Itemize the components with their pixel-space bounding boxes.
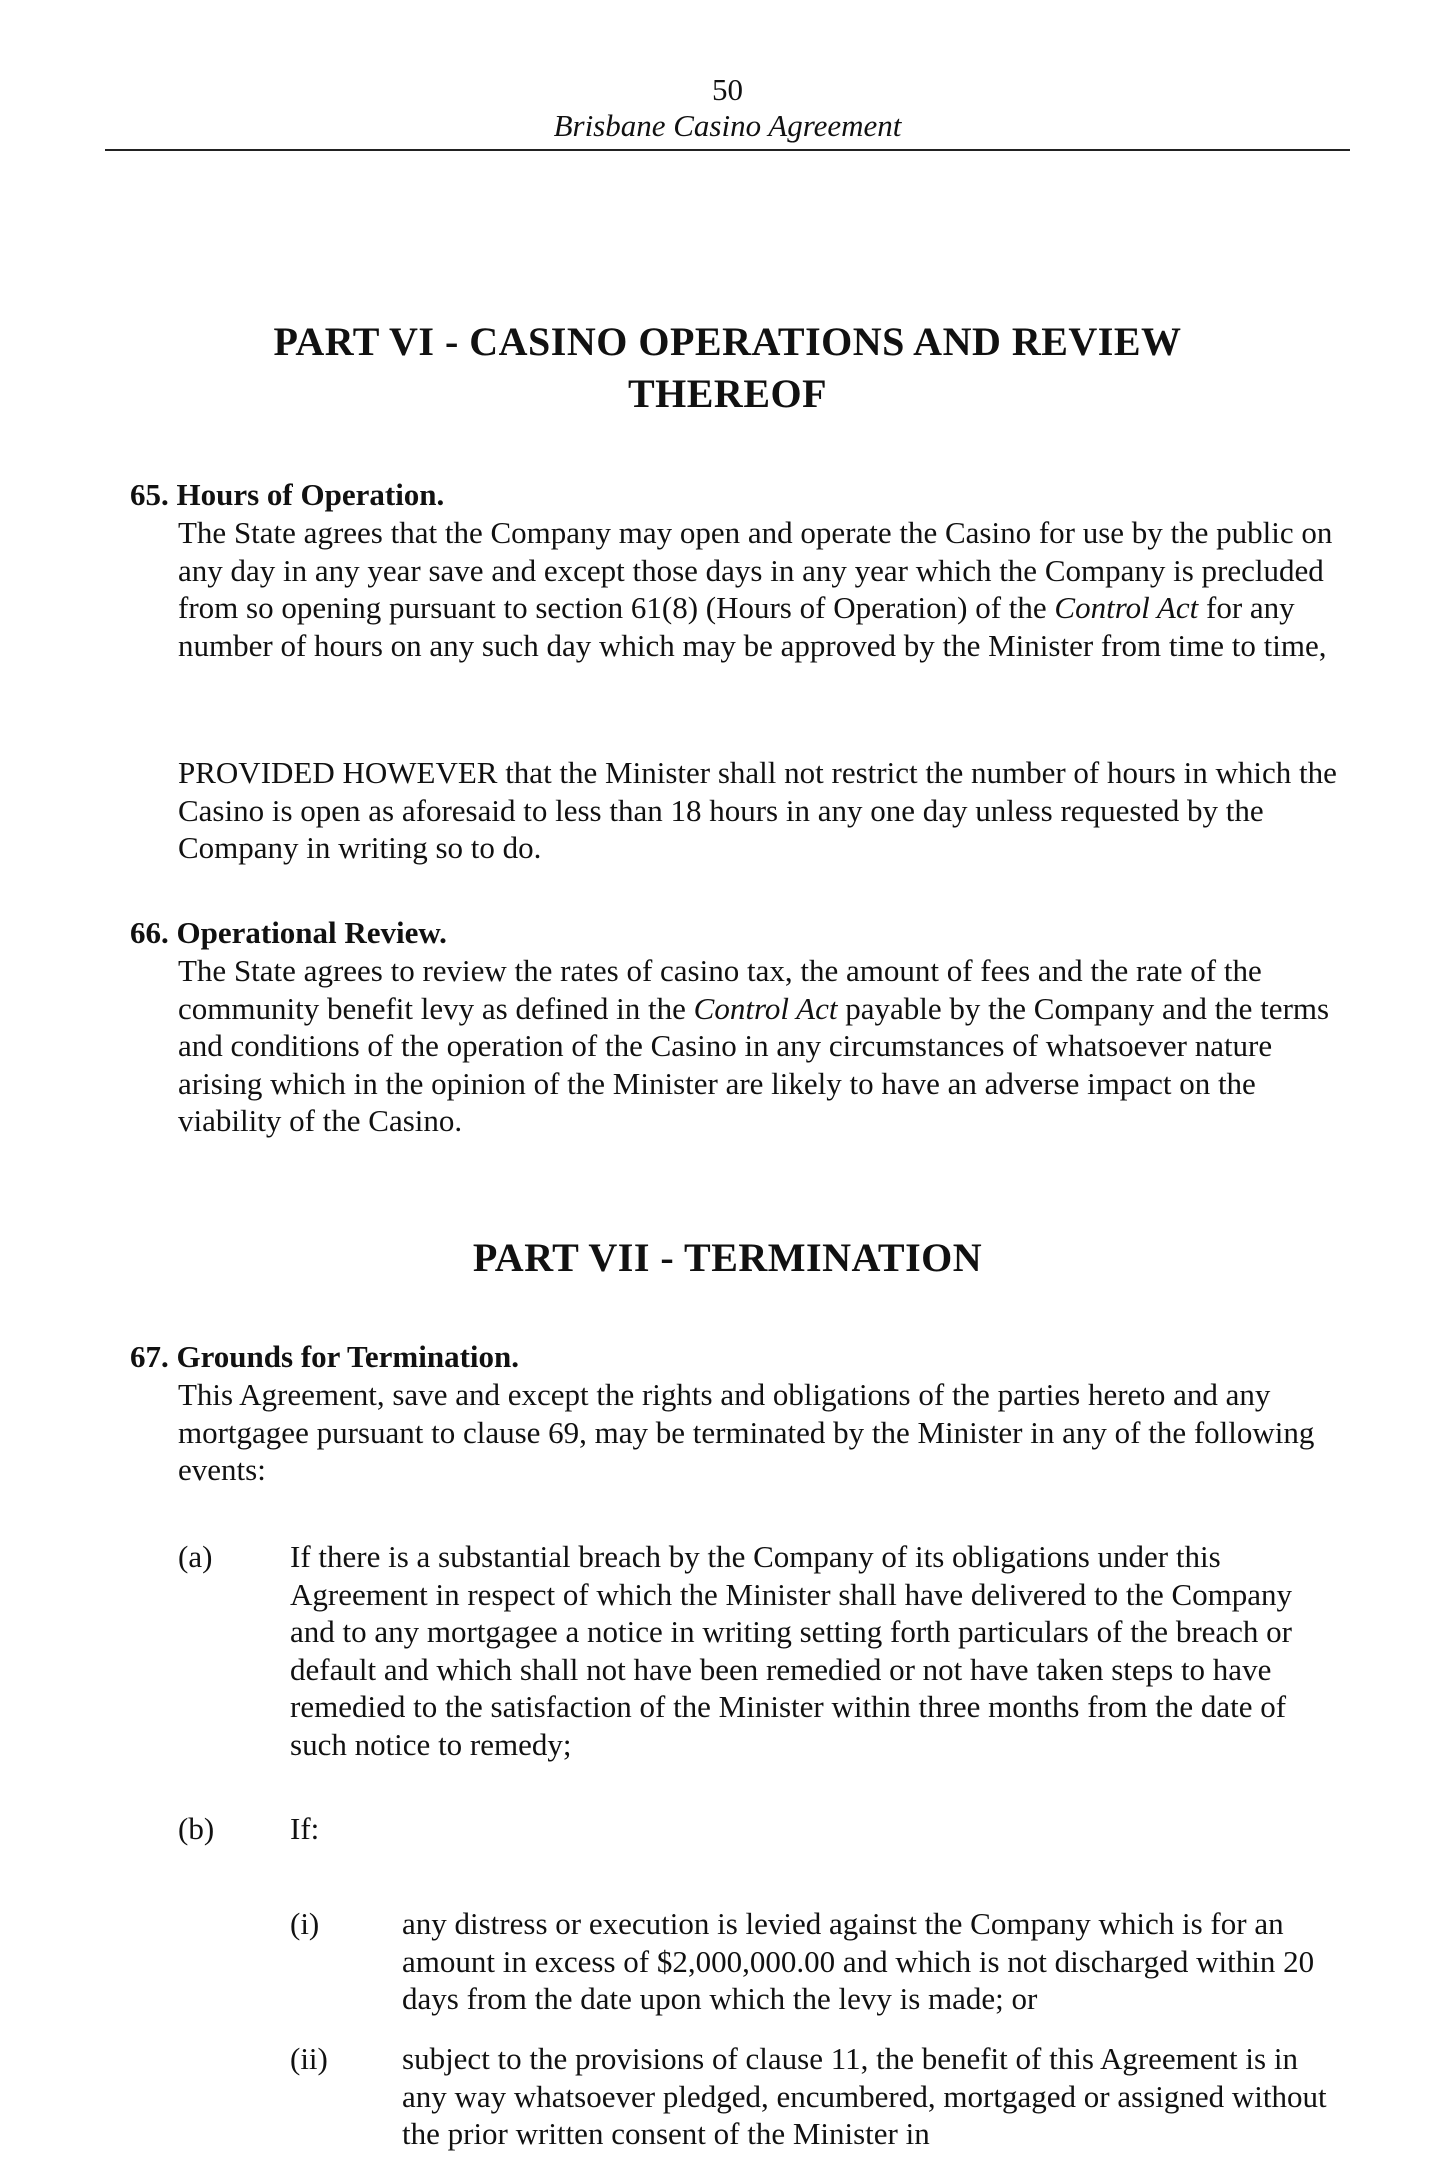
- header-rule: [105, 149, 1350, 151]
- part-vi-title-line2: THEREOF: [627, 371, 828, 416]
- item-a-text: If there is a substantial breach by the Company of its obligations under this Agreement in respect of which the Minister shall have delivered to the Company and to any mortgagee a notice in writing setting forth particulars of the breach or default and which shall not have been remedied or not have taken steps to have remedied to the satisfaction of the Minister within three months from the date of such notice to remedy;: [290, 1539, 1293, 1762]
- control-act-reference: Control Act: [693, 990, 838, 1026]
- page-number: 50: [712, 72, 743, 107]
- part-vi-title: [105, 316, 1350, 420]
- clause-66-text-after: payable by the Company and the terms and conditions of the operation of the Casino in any circumstances of whatsoever nature arising which in the opinion of the Minister are likely to have an adverse impact on the viability of the Casino.: [178, 990, 1330, 1138]
- part-vi-title-line1: PART VI - CASINO OPERATIONS AND REVIEW: [273, 319, 1182, 364]
- subitem-ii-label: (ii): [290, 2041, 328, 2076]
- clause-65-heading: 65. Hours of Operation.: [130, 477, 445, 512]
- item-a-label: (a): [178, 1539, 213, 1574]
- item-b-label: (b): [178, 1811, 215, 1846]
- item-b-text: If:: [290, 1811, 320, 1846]
- clause-66-text-before: The State agrees to review the rates of casino tax, the amount of fees and the rate of the community benefit levy as defined in the: [178, 953, 1262, 1026]
- clause-65-text-before: The State agrees that the Company may open and operate the Casino for use by the public on any day in any year save and except those days in any year which the Company is precluded from so opening pursuant to section 61(8) (Hours of Operation) of the: [178, 515, 1333, 625]
- control-act-reference: Control Act: [1054, 590, 1199, 625]
- clause-67-intro: This Agreement, save and except the rights and obligations of the parties hereto and any mortgagee pursuant to clause 69, may be terminated by the Minister in any of the following events:: [178, 1377, 1315, 1487]
- subitem-i-label: (i): [290, 1906, 320, 1941]
- subitem-ii-text: subject to the provisions of clause 11, the benefit of this Agreement is in any way whatsoever pledged, encumbered, mortgaged or assigned without the prior written consent of the Minister in: [402, 2041, 1327, 2151]
- running-title: Brisbane Casino Agreement: [553, 108, 902, 143]
- clause-65-text-after: for any number of hours on any such day which may be approved by the Minister from time to time,: [178, 590, 1327, 663]
- clause-65-paragraph-2: PROVIDED HOWEVER that the Minister shall not restrict the number of hours in which the Casino is open as aforesaid to less than 18 hours in any one day unless requested by the Company in writing so to do.: [178, 755, 1337, 865]
- part-vii-title: PART VII - TERMINATION: [472, 1235, 983, 1280]
- clause-66-paragraph: [178, 952, 1338, 1140]
- clause-66-heading: 66. Operational Review.: [130, 915, 447, 950]
- clause-67-heading: 67. Grounds for Termination.: [130, 1339, 520, 1374]
- clause-65-paragraph-1: [178, 514, 1338, 664]
- subitem-i-text: any distress or execution is levied against the Company which is for an amount in excess of $2,000,000.00 and which is not discharged within 20 days from the date upon which the levy is made; or: [402, 1906, 1315, 2016]
- page-header: [105, 72, 1350, 144]
